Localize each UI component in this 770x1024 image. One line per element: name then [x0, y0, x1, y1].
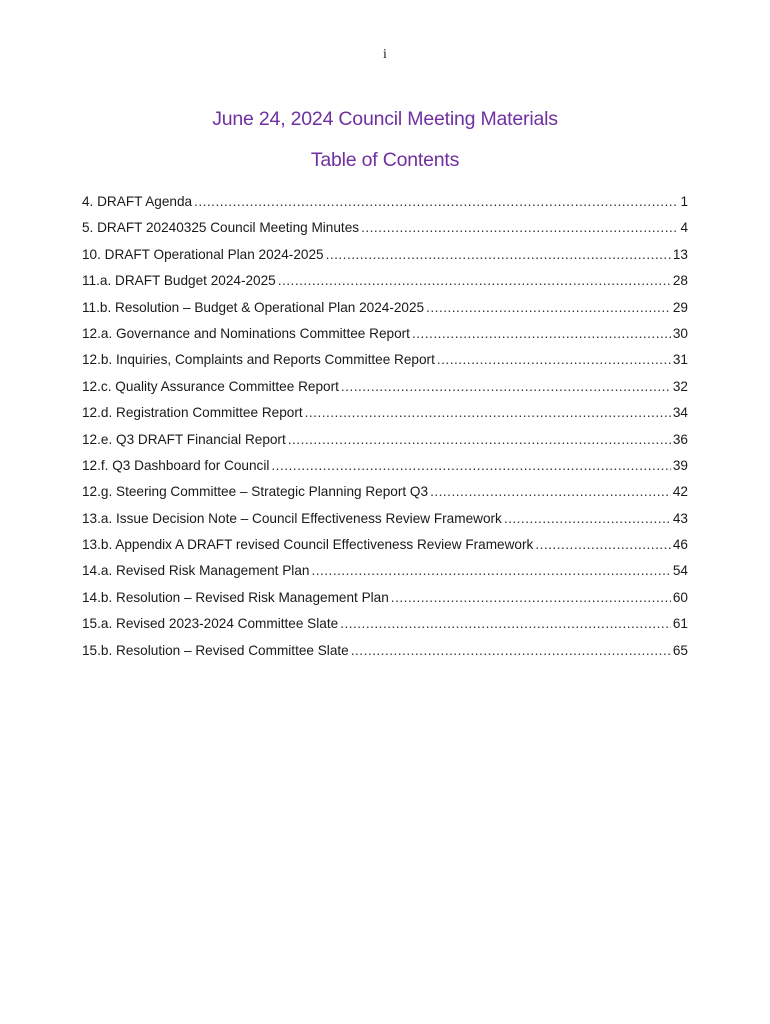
toc-entry-page: 42: [672, 484, 688, 500]
toc-entry-page: 31: [672, 352, 688, 368]
toc-dot-leader: [391, 585, 671, 611]
toc-entry-page: 54: [672, 563, 688, 579]
toc-entry-committee-slate[interactable]: [82, 611, 688, 637]
toc-entry-page: 32: [672, 378, 688, 394]
toc-entry-slate-resolution[interactable]: [82, 638, 688, 664]
toc-entry-page: 28: [672, 273, 688, 289]
toc-entry-label: 13.b. Appendix A DRAFT revised Council Effectiveness Review Framework: [82, 537, 534, 553]
toc-entry-label: 15.b. Resolution – Revised Committee Slate: [82, 642, 349, 658]
toc-entry-label: 11.b. Resolution – Budget & Operational Plan 2024-2025: [82, 299, 425, 315]
toc-entry-page: 46: [672, 537, 688, 553]
toc-entry-page: 60: [672, 589, 688, 605]
toc-entry-label: 14.b. Resolution – Revised Risk Management Plan: [82, 589, 389, 605]
toc-entry-label: 10. DRAFT Operational Plan 2024-2025: [82, 246, 324, 262]
toc-heading: Table of Contents: [310, 149, 460, 171]
table-of-contents: [82, 189, 688, 664]
page-number: i: [383, 47, 387, 62]
toc-entry-page: 13: [672, 246, 688, 262]
toc-dot-leader: [305, 400, 671, 426]
toc-entry-page: 1: [680, 194, 688, 209]
toc-entry-label: 12.g. Steering Committee – Strategic Planning Report Q3: [82, 484, 429, 500]
toc-dot-leader: [361, 215, 678, 241]
toc-entry-page: 65: [672, 642, 688, 658]
toc-entry-minutes[interactable]: [82, 215, 688, 241]
toc-dot-leader: [311, 558, 670, 584]
toc-entry-page: 43: [672, 510, 688, 526]
toc-entry-dashboard[interactable]: [82, 453, 688, 479]
toc-entry-page: 61: [672, 616, 688, 632]
toc-entry-page: 36: [672, 431, 688, 447]
toc-entry-budget[interactable]: [82, 268, 688, 294]
toc-entry-label: 12.d. Registration Committee Report: [82, 405, 303, 421]
toc-entry-label: 15.a. Revised 2023-2024 Committee Slate: [82, 616, 339, 632]
toc-entry-label: 12.c. Quality Assurance Committee Report: [82, 378, 339, 394]
toc-entry-page: 30: [672, 325, 688, 341]
toc-entry-budget-resolution[interactable]: [82, 295, 688, 321]
toc-dot-leader: [278, 268, 671, 294]
toc-entry-quality-assurance-report[interactable]: [82, 374, 688, 400]
toc-dot-leader: [326, 242, 671, 268]
toc-dot-leader: [340, 611, 671, 637]
toc-dot-leader: [288, 427, 671, 453]
toc-entry-label: 11.a. DRAFT Budget 2024-2025: [82, 273, 276, 289]
toc-dot-leader: [426, 295, 671, 321]
toc-entry-registration-report[interactable]: [82, 400, 688, 426]
toc-entry-governance-report[interactable]: [82, 321, 688, 347]
toc-entry-page: 4: [680, 220, 688, 236]
toc-dot-leader: [535, 532, 671, 558]
toc-dot-leader: [412, 321, 671, 347]
toc-dot-leader: [194, 189, 678, 215]
toc-entry-page: 39: [672, 457, 688, 473]
toc-dot-leader: [351, 638, 671, 664]
toc-entry-label: 14.a. Revised Risk Management Plan: [82, 563, 310, 579]
toc-entry-inquiries-report[interactable]: [82, 347, 688, 373]
toc-entry-risk-plan[interactable]: [82, 558, 688, 584]
document-title: June 24, 2024 Council Meeting Materials: [212, 108, 558, 130]
toc-entry-steering-report[interactable]: [82, 479, 688, 505]
toc-entry-financial-report[interactable]: [82, 427, 688, 453]
toc-entry-operational-plan[interactable]: [82, 242, 688, 268]
toc-entry-appendix-a[interactable]: [82, 532, 688, 558]
toc-dot-leader: [341, 374, 671, 400]
toc-entry-label: 12.e. Q3 DRAFT Financial Report: [82, 431, 286, 447]
toc-entry-decision-note[interactable]: [82, 506, 688, 532]
toc-entry-agenda[interactable]: [82, 189, 688, 215]
toc-entry-label: 13.a. Issue Decision Note – Council Effectiveness Review Framework: [82, 510, 502, 526]
toc-entry-risk-resolution[interactable]: [82, 585, 688, 611]
toc-entry-page: 34: [672, 405, 688, 421]
toc-entry-label: 12.b. Inquiries, Complaints and Reports Committee Report: [82, 352, 435, 368]
toc-entry-label: 5. DRAFT 20240325 Council Meeting Minutes: [82, 220, 360, 236]
toc-dot-leader: [504, 506, 671, 532]
toc-entry-label: 4. DRAFT Agenda: [82, 194, 193, 209]
toc-entry-label: 12.f. Q3 Dashboard for Council: [82, 457, 270, 473]
toc-entry-label: 12.a. Governance and Nominations Committee Report: [82, 325, 410, 341]
toc-dot-leader: [271, 453, 670, 479]
toc-dot-leader: [430, 479, 671, 505]
toc-entry-page: 29: [672, 299, 688, 315]
toc-dot-leader: [437, 347, 671, 373]
